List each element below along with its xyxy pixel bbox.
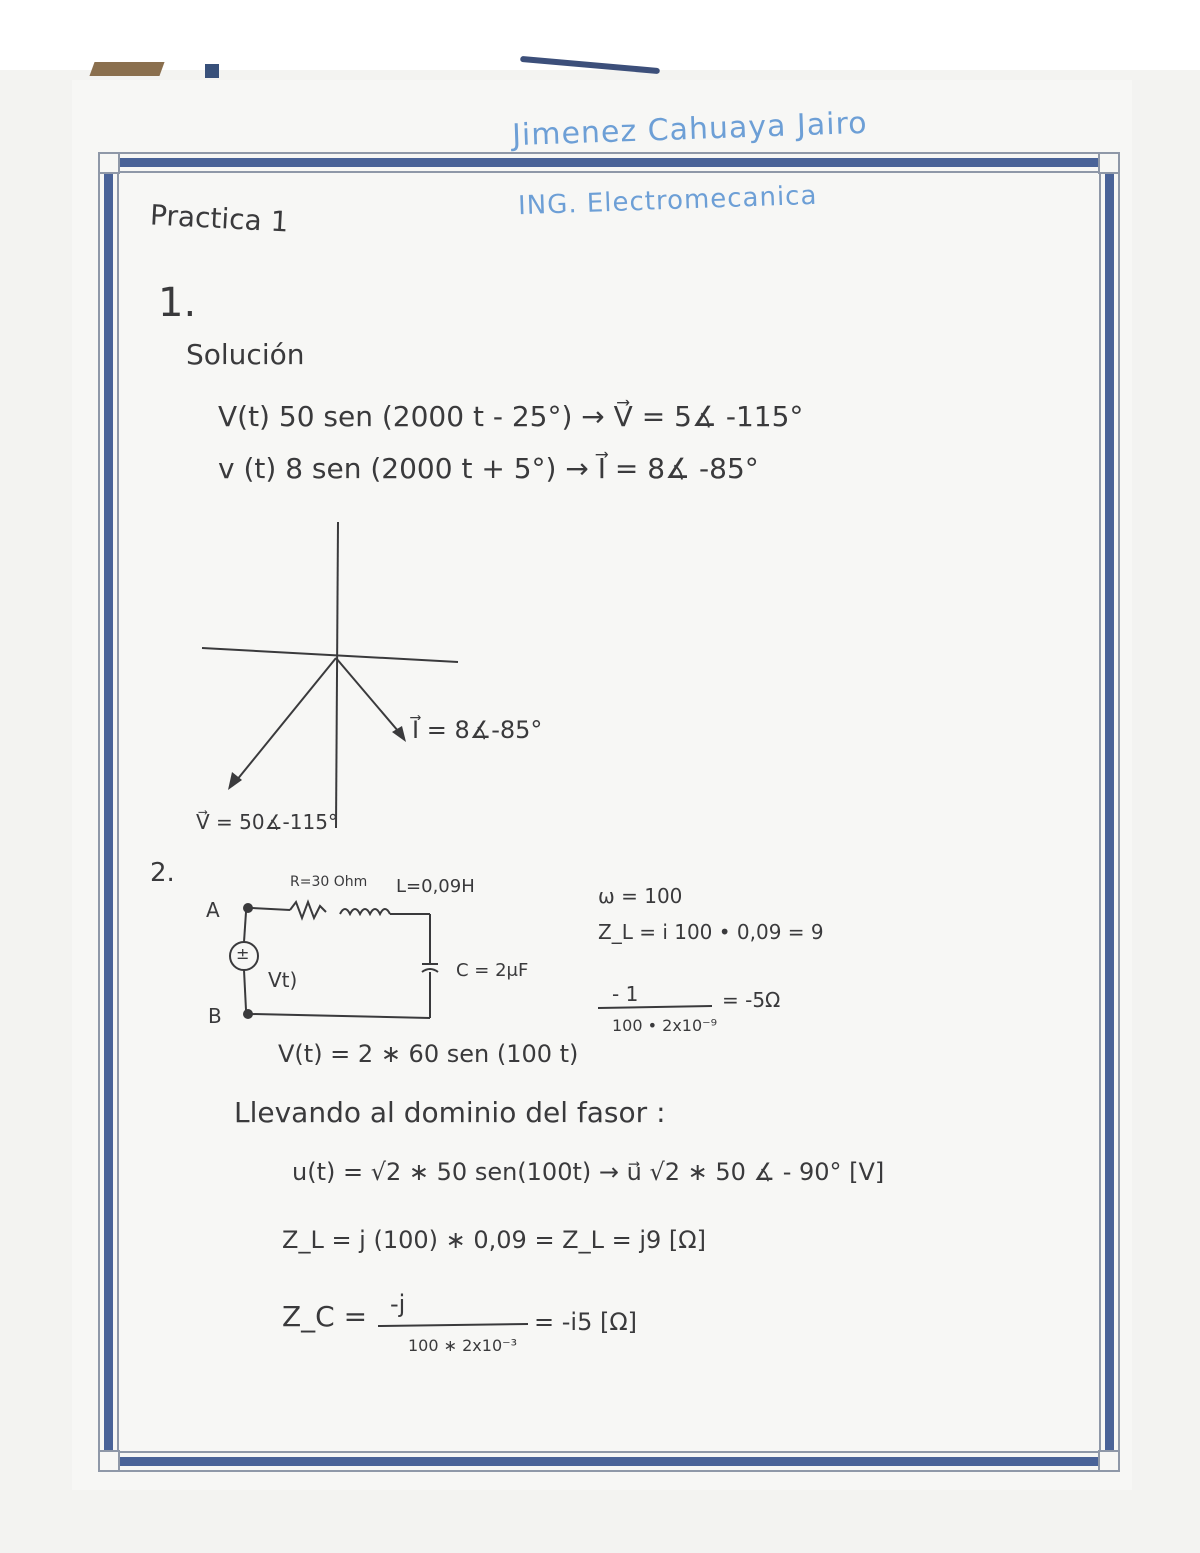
node-a-dot	[244, 904, 252, 912]
current-equation: v (t) 8 sen (2000 t + 5°) → I⃗ = 8∡ -85°	[218, 452, 759, 485]
current-phasor	[336, 658, 404, 738]
capacitive-impedance-result: = -i5 [Ω]	[534, 1308, 638, 1336]
node-b-dot	[244, 1010, 252, 1018]
wire-left-lower	[244, 970, 246, 1010]
source-label: Vt)	[268, 968, 298, 992]
capacitor-label: C = 2μF	[456, 960, 529, 981]
voltage-equation: V(t) 50 sen (2000 t - 25°) → V⃗ = 5∡ -115°	[218, 400, 804, 433]
current-phasor-label: I⃗ = 8∡-85°	[412, 716, 543, 744]
current-arrowhead	[392, 726, 406, 742]
solution-label: Solución	[186, 338, 305, 371]
rlc-circuit	[230, 902, 438, 1018]
inductive-impedance-equation: Z_L = j (100) ∗ 0,09 = Z_L = j9 [Ω]	[282, 1226, 706, 1254]
inductor-symbol	[340, 909, 390, 914]
source-voltage-equation: V(t) = 2 ∗ 60 sen (100 t)	[278, 1040, 579, 1068]
department: ING. Electromecanica	[517, 180, 818, 222]
phasor-voltage-equation: u(t) = √2 ∗ 50 sen(100t) → u⃗ √2 ∗ 50 ∡ - 90° [V]	[292, 1158, 885, 1186]
imaginary-axis	[336, 522, 338, 828]
node-a-label: A	[206, 898, 220, 922]
node-b-label: B	[208, 1004, 222, 1028]
wire-top-left	[252, 908, 290, 910]
zc-side-numerator: - 1	[612, 982, 639, 1006]
zl-side-calc: Z_L = i 100 • 0,09 = 9	[598, 920, 824, 944]
resistor-label: R=30 Ohm	[290, 874, 368, 890]
real-axis	[202, 648, 458, 662]
zc-side-denominator: 100 • 2x10⁻⁹	[612, 1016, 718, 1035]
phasor-domain-intro: Llevando al dominio del fasor :	[234, 1096, 666, 1129]
resistor-symbol	[290, 902, 326, 918]
fraction-bar-side	[598, 1006, 712, 1008]
problem-2-number: 2.	[150, 858, 175, 888]
zc-side-result: = -5Ω	[722, 988, 781, 1012]
author-name: Jimenez Cahuaya Jairo	[511, 105, 869, 154]
inductor-label: L=0,09H	[396, 876, 475, 897]
problem-1-number: 1.	[158, 280, 197, 326]
page-title: Practica 1	[149, 198, 290, 239]
capacitive-impedance-label: Z_C =	[282, 1300, 368, 1333]
wire-left-upper	[244, 912, 246, 942]
wire-bottom	[252, 1014, 430, 1018]
fraction-bar-zc	[378, 1324, 528, 1326]
omega-value: ω = 100	[598, 884, 683, 908]
voltage-phasor-label: V⃗ = 50∡-115°	[196, 810, 338, 834]
voltage-phasor	[232, 658, 336, 786]
source-sign: ±	[236, 944, 250, 963]
capacitive-impedance-denominator: 100 ∗ 2x10⁻³	[408, 1336, 517, 1355]
capacitor-plate-bottom	[422, 969, 438, 972]
capacitive-impedance-numerator: -j	[390, 1290, 406, 1318]
